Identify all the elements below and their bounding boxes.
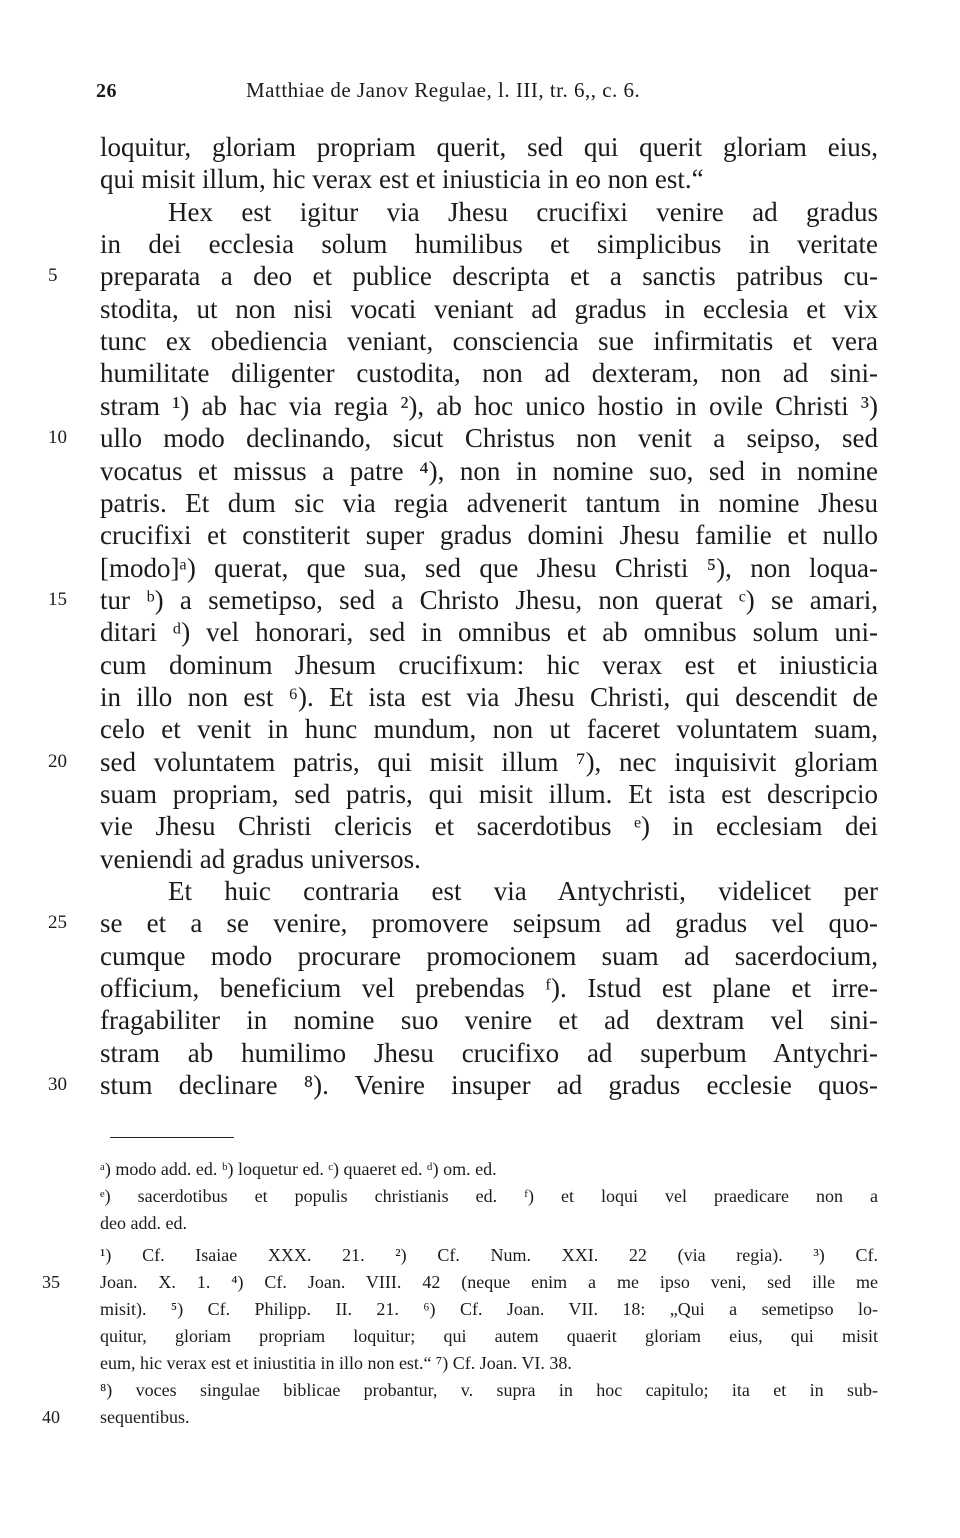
text-line-text: in dei ecclesia solum humilibus et simplicibus in veritate	[100, 229, 878, 260]
footnote-line-text: sequentibus.	[100, 1407, 190, 1427]
text-line	[100, 939, 878, 973]
text-line-text: se et a se venire, promovere seipsum ad gradus vel quo-	[100, 908, 878, 939]
line-number: 5	[48, 265, 58, 287]
text-line-text: crucifixi et constiterit super gradus domini Jhesu familie et nullo	[100, 520, 878, 551]
text-line-text: sed voluntatem patris, qui misit illum ⁷), nec inquisivit gloriam	[100, 746, 878, 777]
text-line	[100, 486, 878, 520]
text-line	[48, 259, 878, 293]
footnote-line	[42, 1269, 878, 1295]
text-line-text: [modo]ᵃ) querat, que sua, sed que Jhesu Christi ⁵), non loqua-	[100, 552, 878, 583]
text-line-text: stodita, ut non nisi vocati veniant ad gradus in ecclesia et vix	[100, 293, 878, 324]
text-line	[100, 518, 878, 552]
text-line	[100, 971, 878, 1005]
footnote-line-text: ⁸) voces singulae biblicae probantur, v. supra in hoc capitulo; ita et in sub-	[100, 1380, 878, 1400]
text-line-text: fragabiliter in nomine suo venire et ad dextram vel sini-	[100, 1005, 878, 1036]
running-header	[96, 78, 886, 108]
text-line-text: stram ¹) ab hac via regia ²), ab hoc unico hostio in ovile Christi ³)	[100, 390, 878, 421]
text-line	[100, 292, 878, 326]
line-number: 25	[48, 912, 67, 934]
footnote-separator-rule	[110, 1137, 234, 1138]
text-line-text: loquitur, gloriam propriam querit, sed qui querit gloriam eius,	[100, 132, 878, 162]
text-line-text: in illo non est ⁶). Et ista est via Jhesu Christi, qui descendit de	[100, 681, 878, 712]
apparatus-line-text: ᵉ) sacerdotibus et populis christianis ed. ᶠ) et loqui vel praedicare non a	[100, 1186, 878, 1206]
line-number: 30	[48, 1074, 67, 1096]
text-line	[100, 777, 878, 811]
footnote-line	[100, 1242, 878, 1268]
text-line	[168, 195, 878, 229]
page-number: 26	[96, 80, 117, 102]
running-title: Matthiae de Janov Regulae, l. III, tr. 6,, c. 6.	[246, 78, 641, 102]
text-line-text: veniendi ad gradus universos.	[100, 843, 421, 874]
text-line	[100, 648, 878, 682]
footnote-line	[100, 1377, 878, 1403]
text-line-text: cum dominum Jhesum crucifixum: hic verax est et iniusticia	[100, 649, 878, 680]
text-line	[100, 454, 878, 488]
text-line	[100, 551, 878, 585]
text-line-text: qui misit illum, hic verax est et iniusticia in eo non est.“	[100, 164, 704, 195]
text-line	[100, 680, 878, 714]
text-line	[100, 356, 878, 390]
text-line	[100, 1036, 878, 1070]
text-line	[48, 745, 878, 779]
text-line	[100, 842, 878, 876]
line-number: 20	[48, 750, 67, 772]
footnote-line	[100, 1350, 878, 1376]
apparatus-line	[100, 1156, 878, 1182]
text-line-text: vie Jhesu Christi clericis et sacerdotibus ᵉ) in ecclesiam dei	[100, 811, 878, 842]
apparatus-line	[100, 1183, 878, 1209]
text-line	[100, 1003, 878, 1037]
text-line	[48, 421, 878, 455]
text-line-text: tur ᵇ) a semetipso, sed a Christo Jhesu, non querat ᶜ) se amari,	[100, 584, 878, 615]
text-line	[100, 389, 878, 423]
text-line-text: stum declinare ⁸). Venire insuper ad gradus ecclesie quos-	[100, 1070, 878, 1101]
footnote-line-text: quitur, gloriam propriam loquitur; qui autem quaerit gloriam eius, qui misit	[100, 1326, 878, 1346]
footnote-line	[42, 1404, 878, 1430]
footnote-line-text: misit). ⁵) Cf. Philipp. II. 21. ⁶) Cf. Joan. VII. 18: „Qui a semetipso lo-	[100, 1299, 878, 1319]
text-line-text: suam propriam, sed patris, qui misit illum. Et ista est descripcio	[100, 779, 878, 809]
text-line-text: cumque modo procurare promocionem suam ad sacerdocium,	[100, 940, 878, 971]
text-line	[100, 324, 878, 358]
footnote-line-text: Joan. X. 1. ⁴) Cf. Joan. VIII. 42 (neque enim a me ipso veni, sed ille me	[100, 1272, 878, 1292]
text-line	[100, 712, 878, 746]
footnote-line	[100, 1323, 878, 1349]
text-line	[100, 227, 878, 261]
text-line-text: preparata a deo et publice descripta et a sanctis patribus cu-	[100, 261, 878, 292]
text-line	[48, 906, 878, 940]
footnote-line-text: eum, hic verax est et iniustitia in illo non est.“ ⁷) Cf. Joan. VI. 38.	[100, 1353, 572, 1373]
text-line-text: patris. Et dum sic via regia advenerit tantum in nomine Jhesu	[100, 487, 878, 518]
text-line-text: Et huic contraria est via Antychristi, videlicet per	[168, 876, 878, 907]
text-line	[100, 130, 878, 164]
apparatus-line	[100, 1210, 878, 1236]
line-number: 40	[42, 1407, 60, 1427]
text-line-text: humilitate diligenter custodita, non ad dexteram, non ad sini-	[100, 358, 878, 389]
text-line-text: Hex est igitur via Jhesu crucifixi venire ad gradus	[168, 196, 878, 227]
text-line	[168, 874, 878, 908]
text-line	[48, 1068, 878, 1102]
text-line-text: tunc ex obediencia veniant, consciencia sue infirmitatis et vera	[100, 326, 878, 357]
line-number: 15	[48, 588, 67, 610]
text-line-text: officium, beneficium vel prebendas ᶠ). Istud est plane et irre-	[100, 973, 878, 1004]
apparatus-line-text: ᵃ) modo add. ed. ᵇ) loquetur ed. ᶜ) quaeret ed. ᵈ) om. ed.	[100, 1159, 497, 1179]
line-number: 35	[42, 1272, 60, 1292]
text-line	[48, 583, 878, 617]
text-line	[100, 615, 878, 649]
footnote-line	[100, 1296, 878, 1322]
line-number: 10	[48, 427, 67, 449]
text-line	[100, 809, 878, 843]
text-line-text: celo et venit in hunc mundum, non ut faceret voluntatem suam,	[100, 714, 878, 745]
text-line-text: vocatus et missus a patre ⁴), non in nomine suo, sed in nomine	[100, 455, 878, 486]
text-line-text: stram ab humilimo Jhesu crucifixo ad superbum Antychri-	[100, 1037, 878, 1068]
text-line	[100, 162, 878, 196]
text-line-text: ullo modo declinando, sicut Christus non venit a seipso, sed	[100, 423, 878, 454]
footnote-line-text: ¹) Cf. Isaiae XXX. 21. ²) Cf. Num. XXI. 22 (via regia). ³) Cf.	[100, 1245, 878, 1265]
apparatus-line-text: deo add. ed.	[100, 1213, 187, 1233]
text-line-text: ditari ᵈ) vel honorari, sed in omnibus et ab omnibus solum uni-	[100, 617, 878, 648]
